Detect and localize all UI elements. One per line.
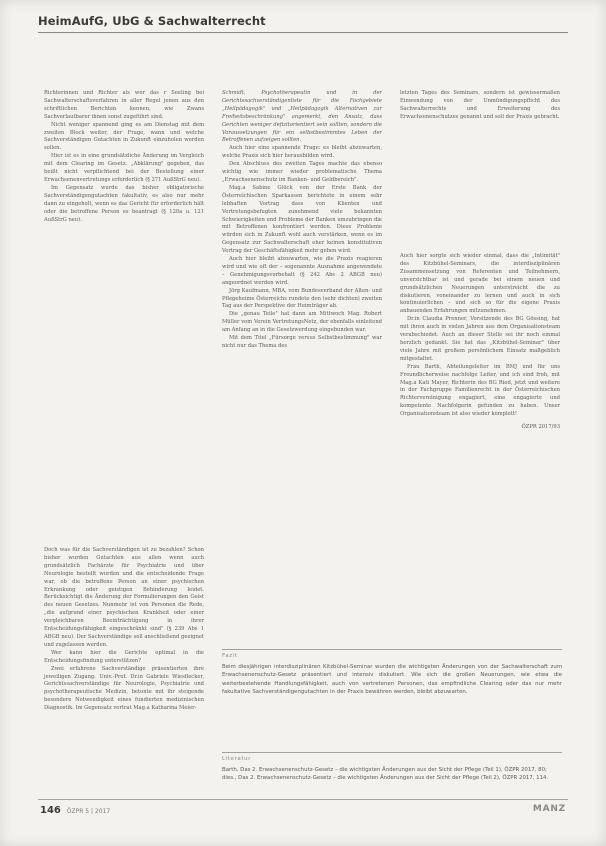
paragraph: Jörg Kaufmann, MBA, vom Bundesverband der Alten- und Pflegeheime Österreichs rundete den (sehr dichten) zweiten Tag aus der Perspektive der Heimträger ab.	[222, 287, 382, 310]
paragraph: Mag.a Sabine Glück von der Erste Bank der Österreichischen Sparkassen berichtete in einem sehr lebhaften Vortrag dass von Klienten und Vertretungsbefugten zunehmend viele bekannten Schwierigkeiten und Probleme der Banken umzubringen die mit Betroffenen konfrontiert werden. Diese Probleme würden sich in Zukunft wohl auch verstärken, wenn es im Gegensatz zur Sachwalterschaft eher keinen konstitutiven Vertrag der Geschäftsfähigkeit mehr geben wird.	[222, 184, 382, 255]
paragraph: Den Abschluss des zweiten Tages machte das ebenso wichtig wie immer wieder problematische Thema „Erwachsenenschutz im Banken- und Geldbereich".	[222, 161, 382, 183]
paragraph: Auch hier bleibt abzuwarten, wie die Praxis reagieren wird und wie oft der – sogenannte Ausnahme angewendete – Genehmigungsvorbehalt (§ 242 Abs 2 ABGB neu) angeordnet werden wird.	[222, 256, 382, 286]
paragraph: Schmidt, Psychotherapeutin und in der Gerichtssachverständigenliste für die Fachgebiete „Heilpädagogik" und „Heilpädagogik Alternativen zur Freiheitsbeschränkung" angemerkt, den Ansatz, dass Gerichten weniger defizitorientiert sein sollten, sondern die Voraussetzungen für ein selbstbestimmtes Leben der Betroffenen aufzeigen sollten.	[222, 90, 382, 144]
paragraph: Richterinnen und Richter als wer das r Seeling bei Sachwalterschaftsverfahren in aller Regel jenen aus den schriftlichen Berichten kennen, wie Zwans Sachverlautbarer ihnen sonst zugeführt sind.	[44, 90, 204, 120]
paragraph: Hier ist es in eine grundsätzliche Änderung im Vergleich mit dem Clearing im Gesetz. „Abklärung" gegeben, das heißt nicht verpflichtend bei der Bestellung einer Erwachsenenvertretungs erforderlich (§ 271 AußStrG neu).	[44, 153, 204, 183]
summary-text: Beim diesjährigen interdisziplinären Kitzbühel-Seminar wurden die wichtigsten Änderungen von der Sachwalterschaft zum Erwachsenenschutz-Gesetz präsentiert und intensiv diskutiert. Wie sich die großen Neuerungen, wie etwa die weiterbestehende Handlungsfähigkeit, auch von vertretenen Personen, das empfindliche Clearing oder das nur mehr fakultative Sachverständigengutachten in der Praxis bewähren werden, bleibt abzuwarten.	[222, 664, 562, 696]
paragraph: Wer kann hier die Gerichte optimal in die Entscheidungsfindung unterstützen?	[44, 649, 204, 664]
paragraph: Mit dem Titel „Fürsorge versus Selbstbestimmung" war nicht nur das Thema des	[222, 335, 382, 349]
page-number: 146	[40, 805, 61, 816]
paragraph: Nicht weniger spannend ging es am Dienstag mit dem zweiten Block weiter, der Frage, wann und welche Sachverständigen Gutachten in Zukunft einzuholen werden sollen.	[44, 121, 204, 152]
summary-rule	[222, 649, 562, 650]
paragraph: Doch was für die Sachverständigen ist zu bezahlen? Schon bisher wurden Gutachten aus allen wenn auch grundsätzlich Fachärzte für Psychiatrie und über Neurologie bestellt wurden und die entscheidende Frage war, ob die betroffene Person an einer psychischen Erkrankung oder geistigen Behinderung leidet. Berücksichtigt die Änderung der Formulierungen den Geist des neuen Gesetzes. Nunmehr ist von Personen die Rede, „die aufgrund einer psychischen Krankheit oder einer vergleichbaren Beeinträchtigung in ihrer Entscheidungsfähigkeit eingeschränkt sind" (§ 239 Abs 1 ABGB neu). Der Sachverständige soll anschließend geeignet und zugelassen werden.	[44, 547, 204, 648]
column-3-upper	[400, 90, 560, 180]
header-rule	[38, 32, 568, 33]
paragraph: Dr.in Claudia Prenner, Vorsitzende des BG Gössing, hat mit ihren auch in vielen Jahren aus dem Organisationsteam verabschiedet. Auch an dieser Stelle sei ihr noch einmal herzlich gedankt. Sie hat das „Kitzbühel-Seminar" über viele Jahre mit großem persönlichem Einsatz maßgeblich mitgestaltet.	[400, 316, 560, 362]
paragraph: letzten Tages des Seminars, sondern ist gewissermaßen Einwendung von der Unmündigungspflicht des Sachwalterrechts und Erweiterung des Erwachsenenschutzes genannt und soll der Praxis gebracht.	[400, 90, 560, 120]
column-3-lower	[400, 253, 560, 499]
column-1-lower	[44, 547, 204, 769]
literature-rule	[222, 752, 562, 753]
paragraph: Im Gegensatz wurde das bisher obligatorische Sachverständigengutachten fakultativ, es also nur mehr dann zu eingeholt, wenn es das Gericht für erforderlich hält oder die betroffene Person es beantragt (§ 120a u. 121 AußStrG neu).	[44, 184, 204, 223]
paragraph: Auch hier eine spannende Frage: es bleibt abzuwarten, welche Praxis sich hier herausbilden wird.	[222, 145, 382, 160]
column-1-upper	[44, 90, 204, 475]
paragraph: Auch hier sorgte sich wieder einmal, dass die „Intimität" des Kitzbühel-Seminars, die interdisziplinären Zusammensetzung von Referenten und Teilnehmern, unverzichtbar ist und gerade bei einem neuen und grundsätzlichen Neuerungen unterstreicht die zu diskutieren, voneinander zu lernen und auch in sich kontinuierlichen – und sich so für die eigene Praxis anbauenden Erfahrungen mitzunehmen.	[400, 253, 560, 315]
paragraph: Zwei erfahrene Sachverständige präsentierten ihre jeweiligen Zugang. Univ.-Prof. Dr.in Gabriele Wiesflecker, Gerichtssachverständige für Neurologie, Psychiatrie und psychotherapeutische Medizin, betonte mit ihr steigende besondere Notwendigkeit eines fundierten medizinischen Diagnostik. Im Gegensatz vertrat Mag.a Katharina Meier-	[44, 665, 204, 712]
paragraph: Frau Barth, Abteilungsleiter im BMJ und für uns Freundlicherweise nachfolge Leiter, und ich sind froh, mit Mag.a Kati Mayer, Richterin des BG Ried, jetzt und weitere in der Fachgruppe Familienrecht in der Österreichischen Richtervereinigung engagiert, eine engagierte und kompetente Nachfolgerin gefunden zu haben. Unser Organisationsteam ist also wieder komplett!	[400, 363, 560, 418]
summary-label: Fazit	[222, 653, 238, 659]
issue-label: ÖZPR 5 | 2017	[66, 808, 111, 815]
article-id: ÖZPR 2017/93	[521, 424, 560, 431]
folio	[40, 805, 110, 816]
page-header: HeimAufG, UbG & Sachwalterrecht	[38, 14, 266, 28]
publisher-logo: MANZ	[532, 804, 566, 814]
literature-text: Barth, Das 2. Erwachsenenschutz-Gesetz – die wichtigsten Änderungen aus der Sicht der Pflege (Teil 1), ÖZPR 2017, 80; dies., Das 2. Erwachsenenschutz-Gesetz – die wichtigsten Änderungen aus der Sicht der Pflege (Teil 2), ÖZPR 2017, 114.	[222, 767, 549, 782]
literature-label: Literatur	[222, 756, 252, 762]
paragraph: Die „genau Teile" hat dann am Mittwoch Mag. Robert Müller vom Verein VertretungsNetz, der ebenfalls einleitend am Anfang an in die Gesetzwerdung eingebunden war.	[222, 311, 382, 334]
footer-rule	[38, 799, 568, 800]
